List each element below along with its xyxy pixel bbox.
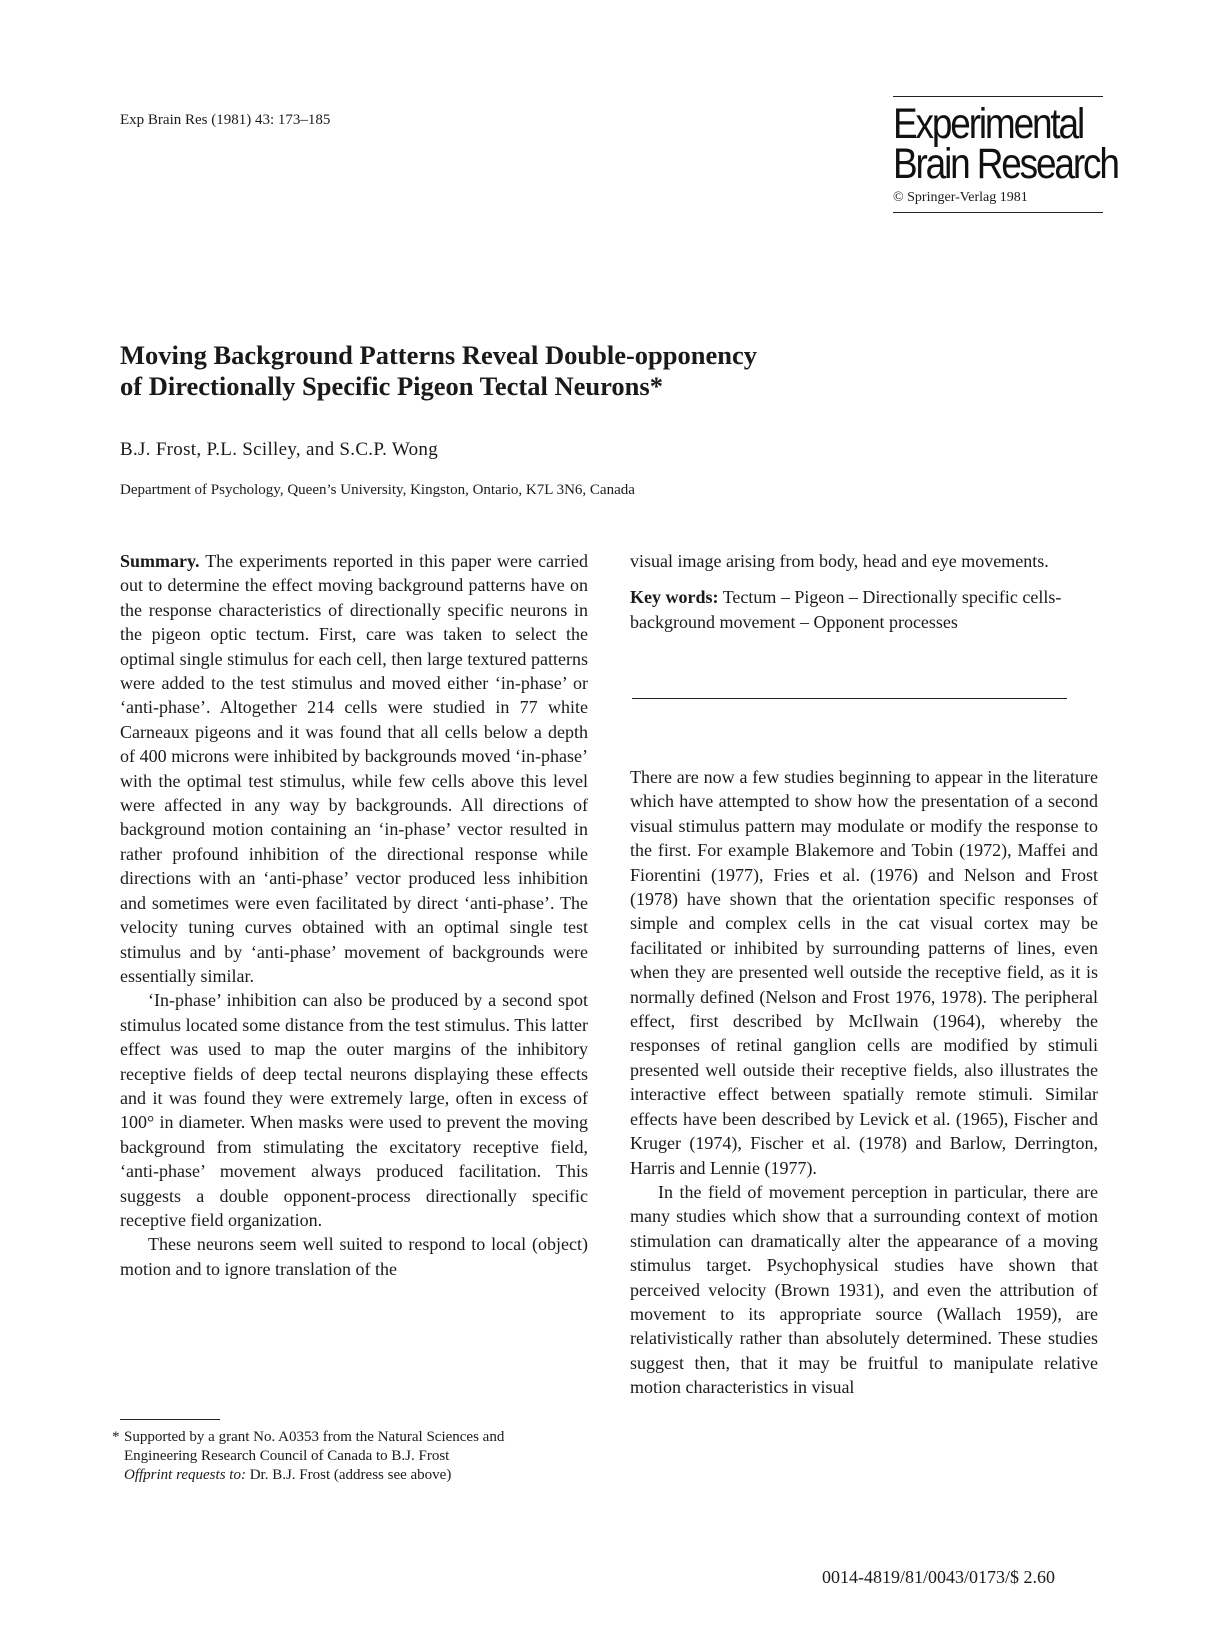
body-paragraph-1: There are now a few studies beginning to appear in the literature which have attempted to show how the presentation of a second visual stimulus pattern may modulate or modify the response to the first. For example Blakemore and Tobin (1972), Maffei and Fiorentini (1977), Fries et al. (1976) and Nelson and Frost (1978) have shown that the orientation specific responses of simple and complex cells in the cat visual cortex may be facilitated or inhibited by surrounding patterns of lines, even when they are presented well outside the receptive field, as it is normally defined (Nelson and Frost 1976, 1978). The peripheral effect, first described by McIlwain (1964), whereby the responses of retinal ganglion cells are modified by stimuli presented well outside their receptive fields, also illustrates the interactive effect between spatially remote stimuli. Similar effects have been described by Levick et al. (1965), Fischer and Kruger (1974), Fischer et al. (1978) and Barlow, Derrington, Harris and Lennie (1977). xyxy=(630,767,1098,1178)
summary-text-1: The experiments reported in this paper were carried out to determine the effect moving background patterns have on the response characteristics of directionally specific neurons in the pigeon optic tectum. First, care was taken to select the optimal single stimulus for each cell, then large textured patterns were added to the test stimulus and moved either ‘in-phase’ or ‘anti-phase’. Altogether 214 cells were studied in 77 white Carneaux pigeons and it was found that all cells below a depth of 400 microns were inhibited by backgrounds moved ‘in-phase’ with the optimal test stimulus, while few cells above this level were affected in any way by backgrounds. All directions of background motion containing an ‘in-phase’ vector resulted in rather profound inhibition of the directional response while directions with an ‘anti-phase’ vector produced less inhibition and sometimes were even facilitated by direct ‘anti-phase’. The velocity tuning curves obtained with an optimal single test stimulus and by ‘anti-phase’ movement of backgrounds were essentially similar. xyxy=(120,551,588,986)
summary-paragraph-1 xyxy=(120,549,588,988)
journal-logo-line2: Brain Research xyxy=(893,140,1118,188)
footnote-marker: * xyxy=(112,1429,120,1445)
summary-continuation-column xyxy=(630,549,1098,634)
authors: B.J. Frost, P.L. Scilley, and S.C.P. Wong xyxy=(120,439,438,460)
article-title-line2: of Directionally Specific Pigeon Tectal Neurons* xyxy=(120,371,663,401)
logo-bottom-rule xyxy=(893,212,1103,213)
journal-logo-block xyxy=(893,96,1118,213)
footnote-offprint xyxy=(112,1466,592,1485)
keywords xyxy=(630,585,1098,634)
summary-column xyxy=(120,549,588,1281)
logo-top-rule xyxy=(893,96,1103,97)
body-column xyxy=(630,765,1098,1400)
journal-citation: Exp Brain Res (1981) 43: 173–185 xyxy=(120,112,331,128)
footnote-divider xyxy=(120,1419,220,1420)
footnotes xyxy=(112,1428,592,1485)
copyright: © Springer-Verlag 1981 xyxy=(893,190,1028,205)
journal-logo xyxy=(893,100,1118,188)
offprint-text: Dr. B.J. Frost (address see above) xyxy=(249,1467,452,1483)
article-title-line1: Moving Background Patterns Reveal Double-opponency xyxy=(120,340,758,370)
article-title xyxy=(120,340,880,402)
affiliation: Department of Psychology, Queen’s University, Kingston, Ontario, K7L 3N6, Canada xyxy=(120,482,635,498)
keywords-text: Tectum – Pigeon – Directionally specific cells-background movement – Opponent processes xyxy=(630,587,1062,632)
offprint-label: Offprint requests to: xyxy=(124,1467,246,1483)
summary-paragraph-3: These neurons seem well suited to respond to local (object) motion and to ignore translation of the xyxy=(120,1234,588,1279)
keywords-label: Key words: xyxy=(630,587,719,608)
body-paragraph-2: In the field of movement perception in particular, there are many studies which show that a surrounding context of motion stimulation can dramatically alter the appearance of a moving stimulus target. Psychophysical studies have shown that perceived velocity (Brown 1931), and even the attribution of movement to its appropriate source (Wallach 1959), are relativistically rather than absolutely determined. These studies suggest then, that it may be fruitful to manipulate relative motion characteristics in visual xyxy=(630,1181,1098,1398)
footnote-support-line1: Supported by a grant No. A0353 from the Natural Sciences and xyxy=(124,1429,505,1445)
footnote-support xyxy=(112,1428,592,1447)
journal-logo-line1: Experimental xyxy=(893,100,1084,148)
summary-paragraph-2: ‘In-phase’ inhibition can also be produced by a second spot stimulus located some distance from the test stimulus. This latter effect was used to map the outer margins of the inhibitory receptive fields of deep tectal neurons displaying these effects and it was found they were extremely large, often in excess of 100° in diameter. When masks were used to prevent the moving background from stimulating the excitatory receptive field, ‘anti-phase’ movement always produced facilitation. This suggests a double opponent-process directionally specific receptive field organization. xyxy=(120,990,588,1230)
keywords-divider xyxy=(632,698,1067,699)
issn-code: 0014-4819/81/0043/0173/$ 2.60 xyxy=(822,1567,1055,1587)
summary-label: Summary. xyxy=(120,551,200,571)
footnote-support-line2: Engineering Research Council of Canada to B.J. Frost xyxy=(124,1448,450,1464)
summary-paragraph-3-continued: visual image arising from body, head and eye movements. xyxy=(630,551,1049,571)
